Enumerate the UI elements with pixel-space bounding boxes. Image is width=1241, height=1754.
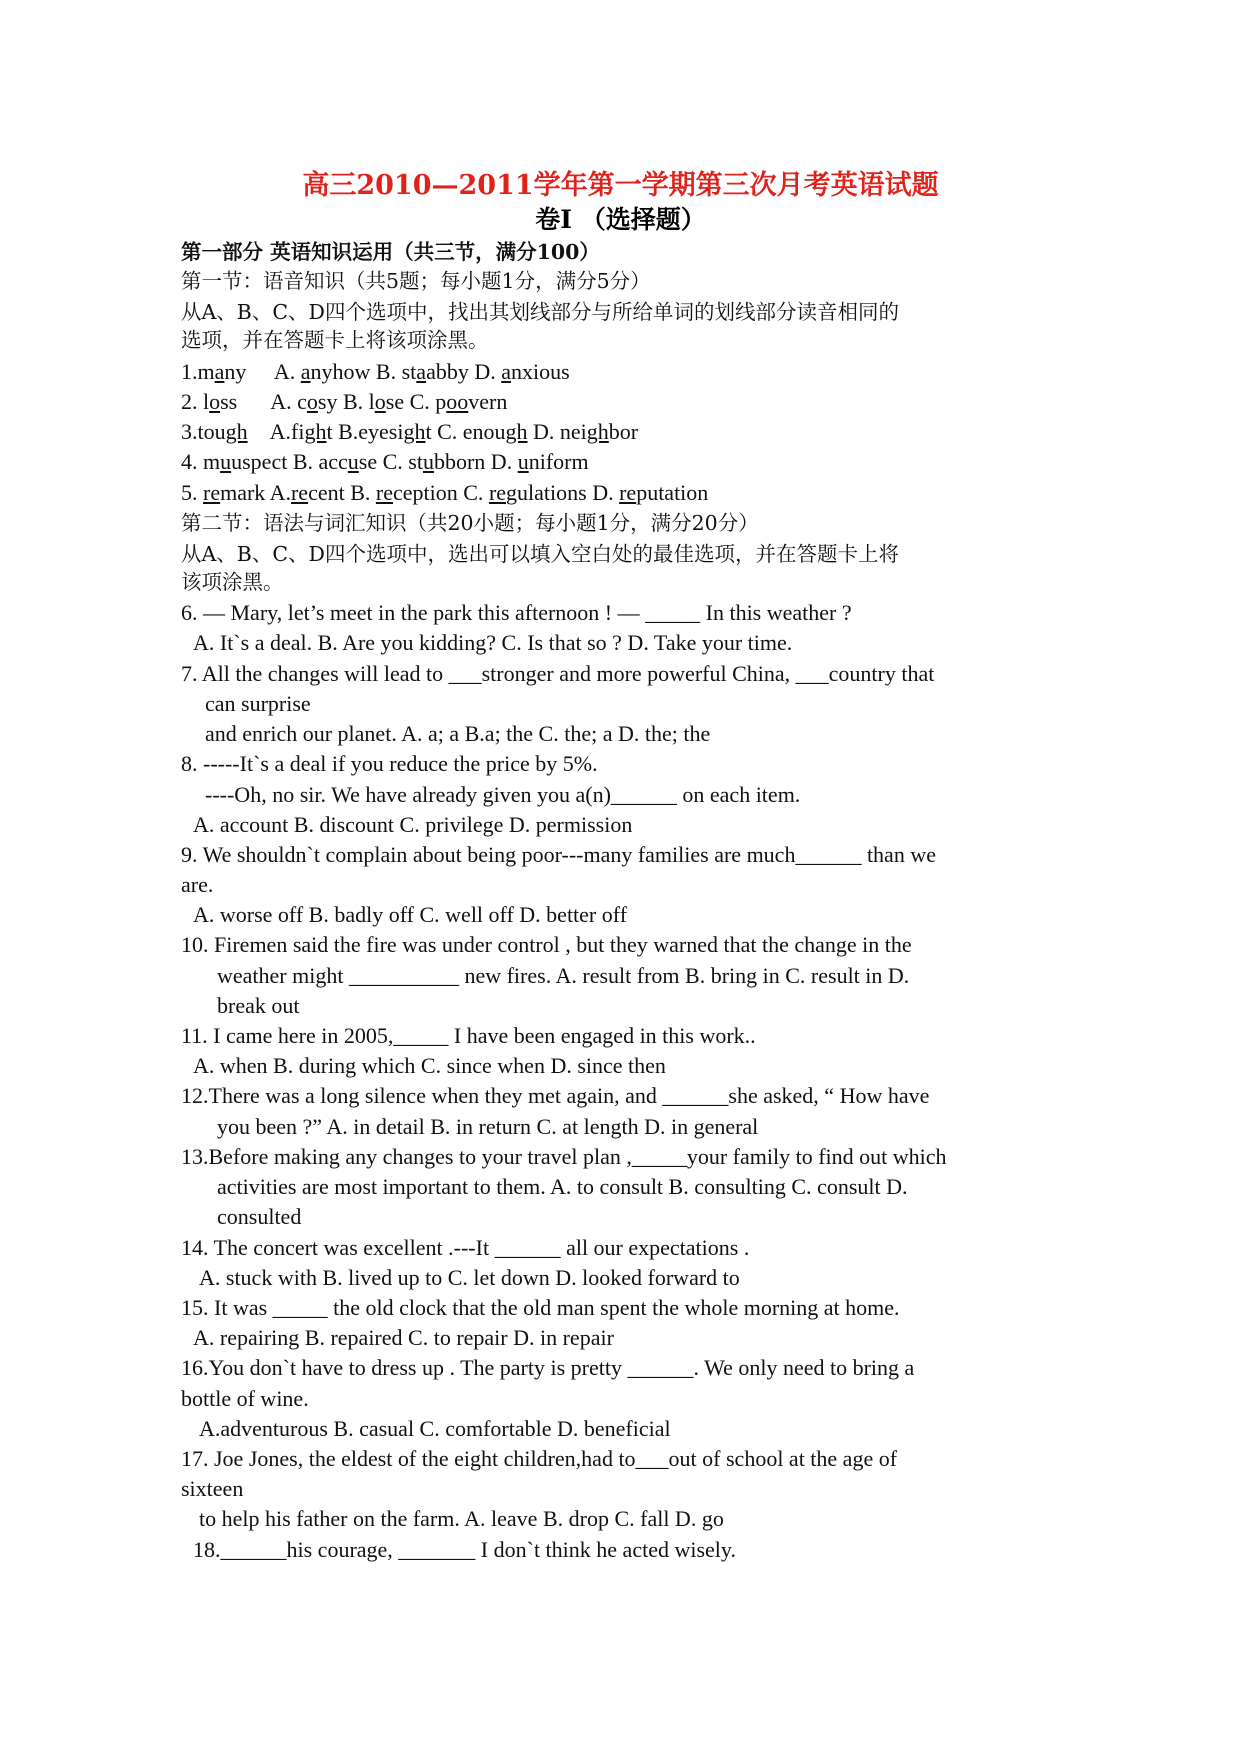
question-10: 10. Firemen said the fire was under control , but they warned that the change in the	[181, 932, 912, 957]
section1-instruction: 从A、B、C、D四个选项中，找出其划线部分与所给单词的划线部分读音相同的	[181, 300, 899, 324]
question-11-options: A. when B. during which C. since when D. since then	[193, 1053, 666, 1078]
question-8-cont: ----Oh, no sir. We have already given you a(n)______ on each item.	[205, 782, 801, 807]
question-6-options: A. It`s a deal. B. Are you kidding? C. Is that so ? D. Take your time.	[193, 630, 793, 655]
question-11: 11. I came here in 2005,_____ I have been engaged in this work..	[181, 1023, 756, 1048]
question-14-options: A. stuck with B. lived up to C. let down D. looked forward to	[199, 1265, 740, 1290]
question-16-cont: bottle of wine.	[181, 1386, 309, 1411]
section2-instruction: 从A、B、C、D四个选项中，选出可以填入空白处的最佳选项，并在答题卡上将	[181, 542, 899, 566]
question-12-cont: you been ?” A. in detail B. in return C. at length D. in general	[217, 1114, 759, 1139]
section1-instruction-cont: 选项，并在答题卡上将该项涂黑。	[181, 328, 489, 352]
question-6: 6. — Mary, let’s meet in the park this afternoon ! — _____ In this weather ?	[181, 600, 852, 625]
question-12: 12.There was a long silence when they met again, and ______she asked, “ How have	[181, 1083, 930, 1108]
section2-heading: 第二节：语法与词汇知识（共20小题；每小题1分，满分20分）	[181, 511, 759, 535]
part-heading: 第一部分 英语知识运用（共三节，满分100）	[181, 240, 600, 264]
question-13: 13.Before making any changes to your travel plan ,_____your family to find out which	[181, 1144, 947, 1169]
question-13-cont: activities are most important to them. A. to consult B. consulting C. consult D.	[217, 1174, 908, 1199]
question-15-options: A. repairing B. repaired C. to repair D. in repair	[193, 1325, 614, 1350]
question-5: 5. remark A.recent B. reception C. regulations D. reputation	[181, 480, 709, 505]
question-17-cont: sixteen	[181, 1476, 244, 1501]
question-15: 15. It was _____ the old clock that the old man spent the whole morning at home.	[181, 1295, 900, 1320]
question-17: 17. Joe Jones, the eldest of the eight children,had to___out of school at the age of	[181, 1446, 898, 1471]
question-7-cont: can surprise	[205, 691, 311, 716]
question-14: 14. The concert was excellent .---It ______ all our expectations .	[181, 1235, 750, 1260]
section2-instruction-cont: 该项涂黑。	[181, 570, 284, 594]
question-7-options: and enrich our planet. A. a; a B.a; the C. the; a D. the; the	[205, 721, 711, 746]
section1-heading: 第一节：语音知识（共5题；每小题1分，满分5分）	[181, 269, 651, 293]
exam-subtitle: 卷I （选择题）	[535, 205, 706, 234]
question-10-cont: weather might __________ new fires. A. result from B. bring in C. result in D.	[217, 963, 910, 988]
question-18: 18.______his courage, _______ I don`t think he acted wisely.	[193, 1537, 736, 1562]
question-10-options: break out	[217, 993, 300, 1018]
question-16: 16.You don`t have to dress up . The party is pretty ______. We only need to bring a	[181, 1355, 915, 1380]
question-3: 3.tough A.fight B.eyesight C. enough D. neighbor	[181, 419, 639, 444]
question-7: 7. All the changes will lead to ___stronger and more powerful China, ___country that	[181, 661, 935, 686]
question-8: 8. -----It`s a deal if you reduce the price by 5%.	[181, 751, 598, 776]
question-9-options: A. worse off B. badly off C. well off D. better off	[193, 902, 628, 927]
question-8-options: A. account B. discount C. privilege D. permission	[193, 812, 633, 837]
question-9-cont: are.	[181, 872, 214, 897]
question-1: 1.many A. anyhow B. staabby D. anxious	[181, 359, 570, 384]
question-4: 4. muuspect B. accuse C. stubborn D. uniform	[181, 449, 589, 474]
question-9: 9. We shouldn`t complain about being poor---many families are much______ than we	[181, 842, 936, 867]
question-16-options: A.adventurous B. casual C. comfortable D. beneficial	[199, 1416, 671, 1441]
question-2: 2. loss A. cosy B. lose C. poovern	[181, 389, 508, 414]
question-13-options: consulted	[217, 1204, 302, 1229]
exam-title: 高三2010—2011学年第一学期第三次月考英语试题	[302, 170, 939, 201]
question-17-options: to help his father on the farm. A. leave B. drop C. fall D. go	[199, 1506, 724, 1531]
